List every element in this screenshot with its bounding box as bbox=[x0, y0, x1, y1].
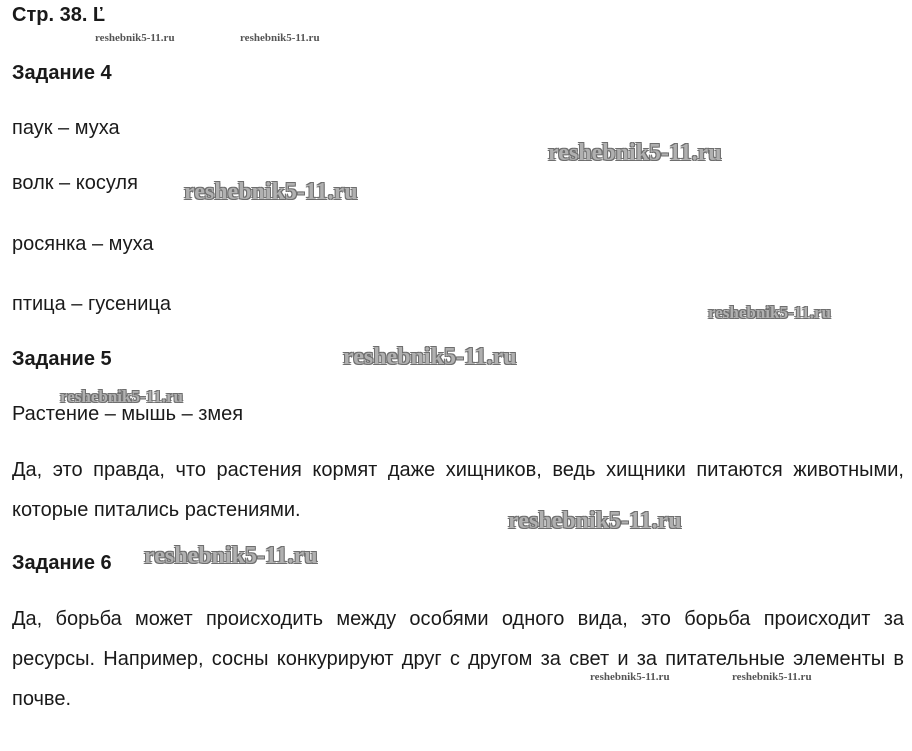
watermark: reshebnik5-11.ru bbox=[590, 671, 670, 683]
task4-line-1: паук – муха bbox=[12, 117, 120, 139]
task4-line-2: волк – косуля bbox=[12, 172, 138, 194]
watermark: reshebnik5-11.ru bbox=[144, 543, 318, 569]
task5-chain: Растение – мышь – змея bbox=[12, 403, 244, 425]
task5-paragraph: Да, это правда, что растения кормят даже хищников, ведь хищники питаются животными, которые питались растениями. bbox=[12, 459, 904, 521]
watermark: reshebnik5-11.ru bbox=[548, 140, 722, 166]
watermark: reshebnik5-11.ru bbox=[184, 179, 358, 205]
watermark: reshebnik5-11.ru bbox=[732, 671, 812, 683]
task6-paragraph: Да, борьба может происходить между особями одного вида, это борьба происходит за ресурсы. Например, сосны конкурируют друг с другом за свет и за питательные элементы в почве. bbox=[12, 608, 904, 710]
watermark: reshebnik5-11.ru bbox=[708, 303, 831, 322]
task4-line-3: росянка – муха bbox=[12, 233, 154, 255]
task6-heading: Задание 6 bbox=[12, 552, 112, 574]
watermark: reshebnik5-11.ru bbox=[60, 387, 183, 406]
watermark: reshebnik5-11.ru bbox=[508, 508, 682, 534]
task4-line-4: птица – гусеница bbox=[12, 293, 171, 315]
watermark: reshebnik5-11.ru bbox=[343, 344, 517, 370]
watermark: reshebnik5-11.ru bbox=[240, 32, 320, 44]
task4-heading: Задание 4 bbox=[12, 62, 112, 84]
page-title: Стр. 38. Ľ bbox=[12, 4, 106, 26]
task5-heading: Задание 5 bbox=[12, 348, 112, 370]
watermark: reshebnik5-11.ru bbox=[95, 32, 175, 44]
